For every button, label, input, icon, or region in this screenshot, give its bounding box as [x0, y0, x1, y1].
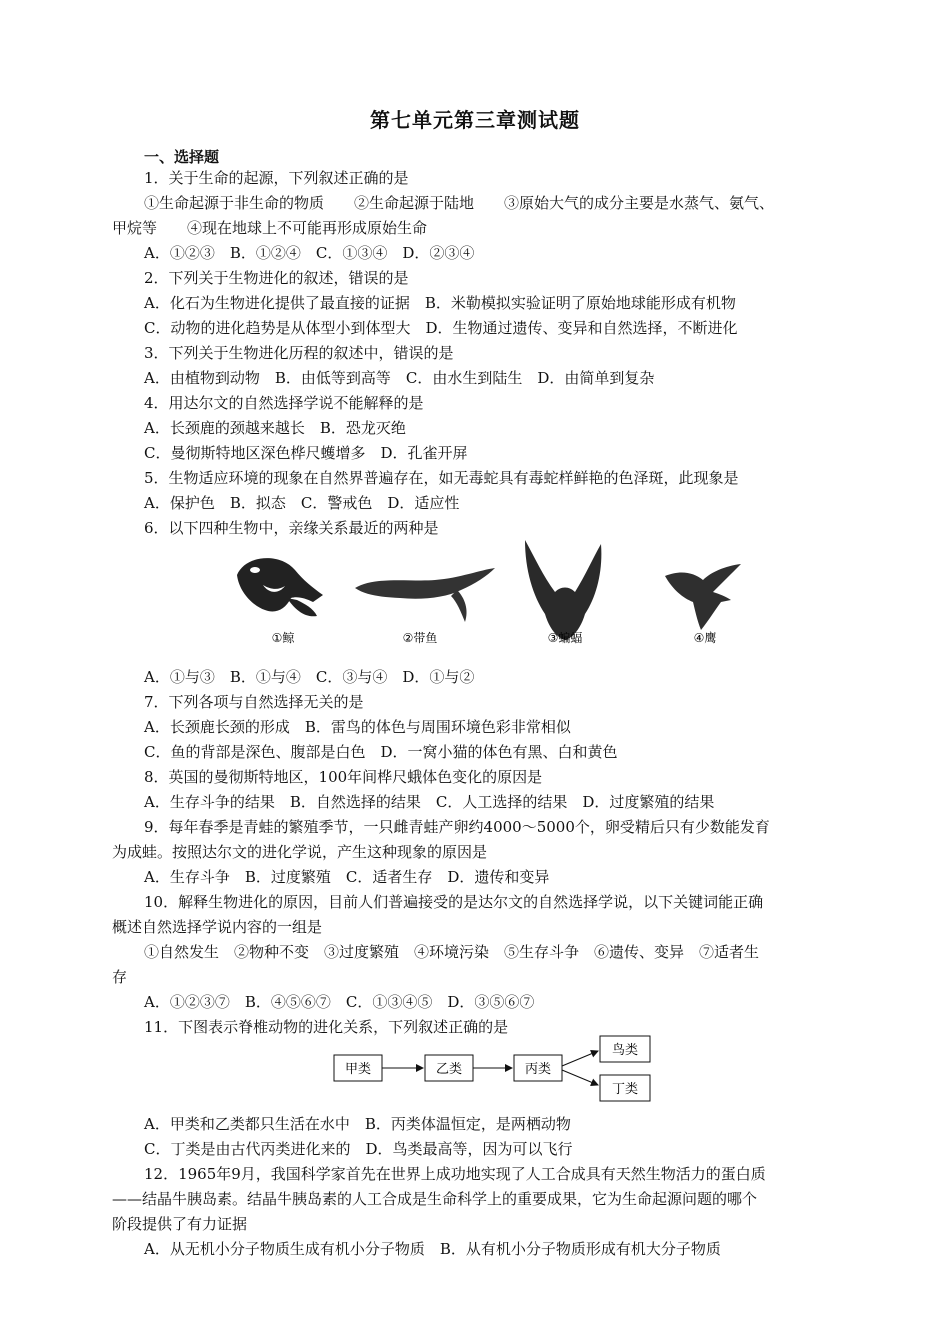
q10-options-line2: 存: [112, 968, 128, 986]
q4-stem: 4．用达尔文的自然选择学说不能解释的是: [144, 394, 424, 412]
q11-evolution-diagram: [330, 1033, 660, 1105]
q10-stem-2: 概述自然选择学说内容的一组是: [112, 918, 323, 936]
q4-choices-1: A．长颈鹿的颈越来越长 B．恐龙灭绝: [144, 419, 406, 437]
page-title: 第七单元第三章测试题: [370, 108, 580, 132]
q12-stem-2: ——结晶牛胰岛素。结晶牛胰岛素的人工合成是生命科学上的重要成果，它为生命起源问题的哪个: [112, 1190, 758, 1208]
bat-illustration: [525, 540, 601, 640]
arrow-bing-niao: [562, 1051, 598, 1066]
q1-choices: A．①②③ B．①②④ C．①③④ D．②③④: [144, 244, 475, 262]
q8-stem: 8．英国的曼彻斯特地区，100年间桦尺蛾体色变化的原因是: [144, 768, 543, 786]
q7-choices-1: A．长颈鹿长颈的形成 B．雷鸟的体色与周围环境色彩非常相似: [144, 718, 571, 736]
q7-choices-2: C．鱼的背部是深色、腹部是白色 D．一窝小猫的体色有黑、白和黄色: [144, 743, 618, 761]
q6-choices: A．①与③ B．①与④ C．③与④ D．①与②: [144, 668, 475, 686]
arrow-bing-ding: [562, 1070, 598, 1085]
q9-choices: A．生存斗争 B．过度繁殖 C．适者生存 D．遗传和变异: [144, 868, 550, 886]
q11-stem: 11．下图表示脊椎动物的进化关系，下列叙述正确的是: [144, 1018, 509, 1036]
q2-stem: 2．下列关于生物进化的叙述，错误的是: [144, 269, 409, 287]
figure-label-ribbonfish: ②带鱼: [402, 631, 438, 645]
q10-choices: A．①②③⑦ B．④⑤⑥⑦ C．①③④⑤ D．③⑤⑥⑦: [144, 993, 535, 1011]
q12-stem-1: 12．1965年9月，我国科学家首先在世界上成功地实现了人工合成具有天然生物活力的蛋白质: [144, 1165, 766, 1183]
q1-options-line1: ①生命起源于非生命的物质 ②生命起源于陆地 ③原始大气的成分主要是水蒸气、氨气、: [144, 194, 775, 212]
q4-choices-2: C．曼彻斯特地区深色桦尺蠖增多 D．孔雀开屏: [144, 444, 468, 462]
q1-options-line2: 甲烷等 ④现在地球上不可能再形成原始生命: [112, 219, 428, 237]
section-heading: 一、选择题: [144, 148, 220, 166]
q9-stem-2: 为成蛙。按照达尔文的进化学说，产生这种现象的原因是: [112, 843, 488, 861]
q11-choices-2: C．丁类是由古代丙类进化来的 D．鸟类最高等，因为可以飞行: [144, 1140, 573, 1158]
eagle-illustration: [665, 564, 741, 630]
ribbonfish-illustration: [355, 568, 495, 622]
whale-illustration: [237, 558, 323, 616]
q2-choices-1: A．化石为生物进化提供了最直接的证据 B．米勒模拟实验证明了原始地球能形成有机物: [144, 294, 736, 312]
q10-stem-1: 10．解释生物进化的原因，目前人们普遍接受的是达尔文的自然选择学说，以下关键词能正确: [144, 893, 764, 911]
q7-stem: 7．下列各项与自然选择无关的是: [144, 693, 364, 711]
box-yi-label: 乙类: [435, 1062, 463, 1077]
figure-label-whale: ①鲸: [271, 631, 295, 645]
q10-options-line1: ①自然发生 ②物种不变 ③过度繁殖 ④环境污染 ⑤生存斗争 ⑥遗传、变异 ⑦适者生: [144, 943, 760, 961]
figure-label-bat: ③蝙蝠: [547, 631, 583, 645]
q6-figures: [225, 540, 765, 650]
q6-stem: 6．以下四种生物中，亲缘关系最近的两种是: [144, 519, 439, 537]
box-bing-label: 丙类: [524, 1062, 552, 1077]
q9-stem-1: 9．每年春季是青蛙的繁殖季节，一只雌青蛙产卵约4000～5000个，卵受精后只有少数能发育: [144, 818, 770, 836]
box-niao-label: 鸟类: [611, 1043, 639, 1058]
q2-choices-2: C．动物的进化趋势是从体型小到体型大 D．生物通过遗传、变异和自然选择，不断进化: [144, 319, 738, 337]
q1-stem: 1．关于生命的起源，下列叙述正确的是: [144, 169, 409, 187]
q3-stem: 3．下列关于生物进化历程的叙述中，错误的是: [144, 344, 454, 362]
box-jia-label: 甲类: [344, 1062, 372, 1077]
box-ding-label: 丁类: [611, 1082, 639, 1097]
q8-choices: A．生存斗争的结果 B．自然选择的结果 C．人工选择的结果 D．过度繁殖的结果: [144, 793, 715, 811]
q12-choices-1: A．从无机小分子物质生成有机小分子物质 B．从有机小分子物质形成有机大分子物质: [144, 1240, 721, 1258]
q11-choices-1: A．甲类和乙类都只生活在水中 B．丙类体温恒定，是两栖动物: [144, 1115, 571, 1133]
q12-stem-3: 阶段提供了有力证据: [112, 1215, 248, 1233]
figure-label-eagle: ④鹰: [693, 631, 717, 645]
q5-choices: A．保护色 B．拟态 C．警戒色 D．适应性: [144, 494, 460, 512]
q3-choices: A．由植物到动物 B．由低等到高等 C．由水生到陆生 D．由简单到复杂: [144, 369, 655, 387]
q5-stem: 5．生物适应环境的现象在自然界普遍存在，如无毒蛇具有毒蛇样鲜艳的色泽斑，此现象是: [144, 469, 739, 487]
